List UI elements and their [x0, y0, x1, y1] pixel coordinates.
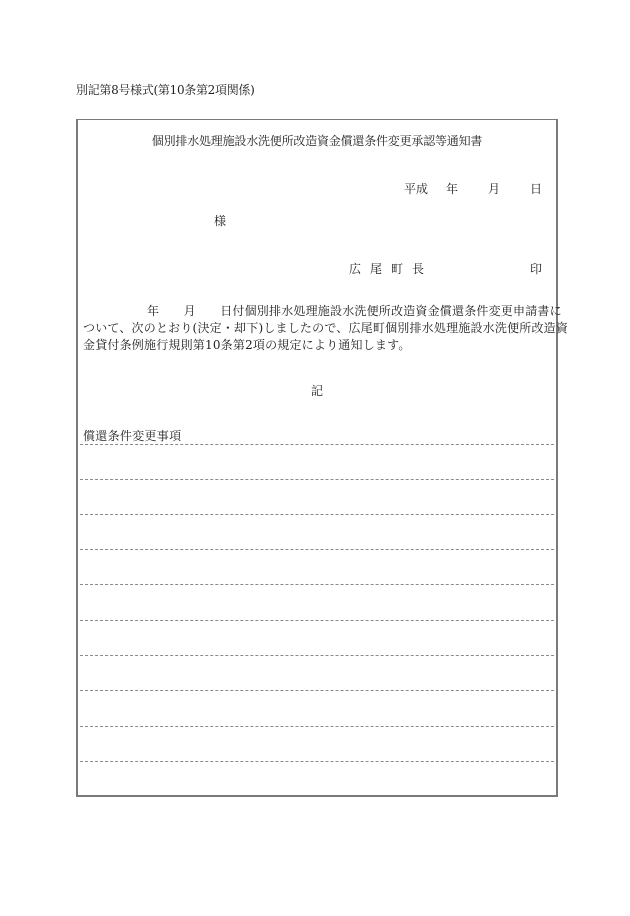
item-line-10	[80, 761, 554, 762]
item-line-input-2[interactable]	[80, 449, 554, 479]
item-line-8	[80, 690, 554, 691]
form-number-label: 別記第8号様式(第10条第2項関係)	[76, 83, 255, 97]
item-line-5	[80, 584, 554, 585]
items-heading: 償還条件変更事項	[83, 429, 182, 443]
item-line-input-10[interactable]	[80, 731, 554, 761]
document-title: 個別排水処理施設水洗便所改造資金償還条件変更承認等通知書	[151, 134, 483, 148]
notice-form-frame	[76, 119, 569, 797]
item-line-input-3[interactable]	[80, 484, 554, 514]
item-line-1	[80, 444, 554, 445]
date-year-label: 年	[445, 182, 458, 196]
item-line-input-4[interactable]	[80, 519, 554, 549]
date-month-label: 月	[487, 182, 500, 196]
item-line-7	[80, 655, 554, 656]
item-line-9	[80, 726, 554, 727]
item-line-input-6[interactable]	[80, 590, 554, 620]
ki-heading: 記	[310, 384, 323, 398]
date-era: 平成	[403, 182, 428, 196]
date-day-label: 日	[529, 182, 542, 196]
item-line-4	[80, 549, 554, 550]
item-line-3	[80, 514, 554, 515]
item-line-6	[80, 620, 554, 621]
body-line-2: ついて、次のとおり(決定・却下)しましたので、広尾町個別排水処理施設水洗便所改造資	[83, 321, 569, 335]
item-line-input-9[interactable]	[80, 696, 554, 726]
item-line-2	[80, 479, 554, 480]
item-line-input-7[interactable]	[80, 625, 554, 655]
addressee-suffix: 様	[214, 214, 227, 228]
date-row	[404, 181, 542, 197]
seal-mark: 印	[529, 262, 542, 276]
issuer-name: 広尾町長	[349, 262, 434, 276]
body-line-1: 年 月 日付個別排水処理施設水洗便所改造資金償還条件変更申請書に	[147, 304, 562, 318]
notice-body	[83, 303, 569, 354]
item-line-input-8[interactable]	[80, 660, 554, 690]
item-line-input-5[interactable]	[80, 554, 554, 584]
item-line-input-1[interactable]	[80, 414, 554, 444]
body-line-3: 金貸付条例施行規則第10条第2項の規定により通知します。	[83, 338, 411, 352]
